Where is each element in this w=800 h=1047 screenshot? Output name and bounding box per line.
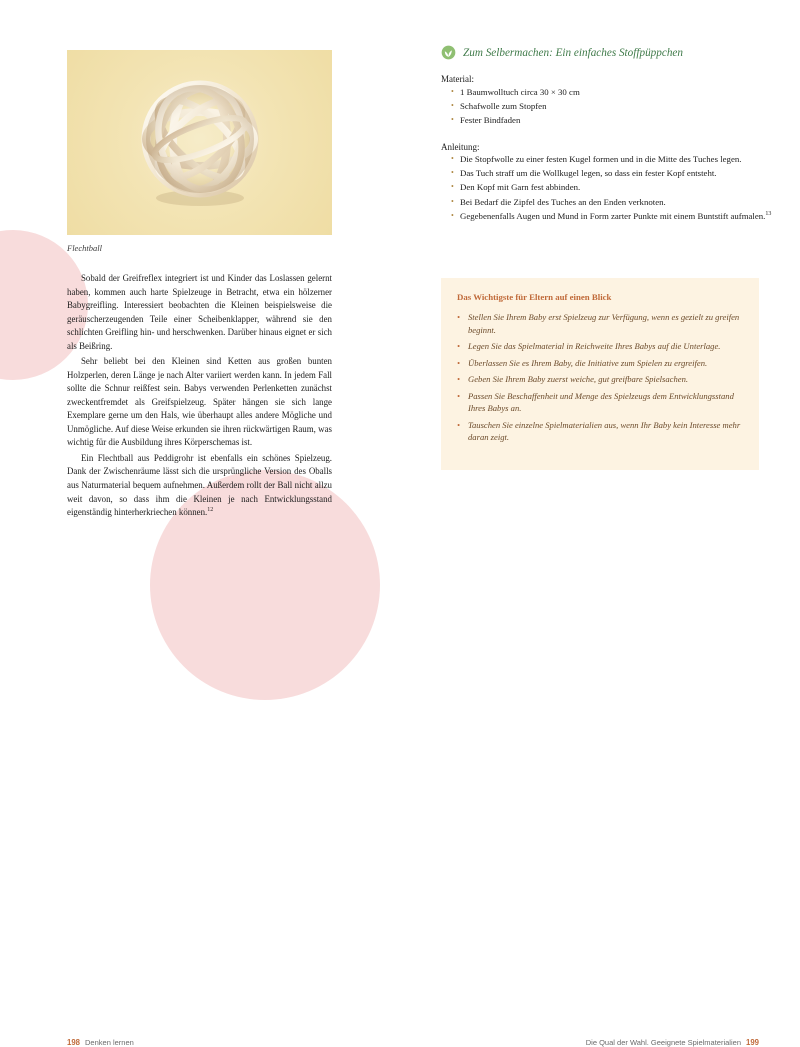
right-page	[400, 0, 800, 565]
paragraph-text: Ein Flechtball aus Peddigrohr ist ebenfalls ein schönes Spielzeug. Dank der Zwischenräume lässt sich die ursprüngliche Version des Oballs aus Naturmaterial bequem aufnehmen. Außerdem rollt der Ball nicht allzu weit davon, so dass ihm die Kleinen je nach Entwicklungsstand eigenständig hinterherkriechen können.	[67, 452, 332, 518]
parent-summary-title: Das Wichtigste für Eltern auf einen Blick	[457, 292, 612, 302]
paragraph: Sehr beliebt bei den Kleinen sind Ketten aus großen bunten Holzperlen, deren Länge je nach Alter variiert werden kann. In jedem Fall sollte die Schnur reißfest sein. Babys verwenden Perlenketten zunächst zweckentfremdet als Greifspielzeug. Später hängen sie sich lange Exemplare gerne um den Hals, wie überhaupt alles andere Mögliche und Unmögliche. Auf diese Weise erkunden sie ihren rückwärtigen Raum, was wichtig für die Ausbildung ihres Körperschemas ist.	[67, 356, 332, 448]
list-item: • Bei Bedarf die Zipfel des Tuches an den Enden verknoten.	[460, 196, 772, 209]
list-item: • Fester Bindfaden	[460, 114, 760, 127]
list-item: • Legen Sie das Spielmaterial in Reichweite Ihres Babys auf die Unterlage.	[457, 340, 743, 353]
anleitung-list	[447, 153, 772, 224]
left-page	[0, 0, 400, 565]
right-page-number: 199	[745, 1038, 759, 1047]
list-item: • Den Kopf mit Garn fest abbinden.	[460, 181, 772, 194]
left-page-number: 198	[67, 1038, 81, 1047]
list-item-with-footnote	[460, 210, 772, 223]
leaf-icon	[441, 45, 456, 60]
footnote-marker: 13	[765, 210, 772, 217]
parent-summary-box	[441, 278, 759, 470]
folio-right	[586, 1038, 759, 1047]
page-footer	[0, 525, 800, 1047]
list-item: • Das Tuch straff um die Wollkugel legen, so dass ein fester Kopf entsteht.	[460, 167, 772, 180]
list-item: • Stellen Sie Ihrem Baby erst Spielzeug zur Verfügung, wenn es gezielt zu greifen beginnt.	[457, 311, 743, 336]
list-item: • Tauschen Sie einzelne Spielmaterialien aus, wenn Ihr Baby kein Interesse mehr daran zeigt.	[457, 419, 743, 444]
list-item: • Die Stopfwolle zu einer festen Kugel formen und in die Mitte des Tuches legen.	[460, 153, 772, 166]
right-running-title: Die Qual der Wahl. Geeignete Spielmaterialien	[585, 1038, 741, 1047]
parent-summary-list	[457, 311, 743, 444]
left-running-title: Denken lernen	[85, 1038, 134, 1047]
list-item-text: Gegebenenfalls Augen und Mund in Form zarter Punkte mit einem Buntstift aufmalen.	[460, 210, 766, 221]
list-item: • 1 Baumwolltuch circa 30 × 30 cm	[460, 86, 760, 99]
left-page-body	[67, 272, 332, 522]
footnote-marker: 12	[207, 507, 214, 514]
recipe-heading	[441, 45, 683, 60]
list-item: • Passen Sie Beschaffenheit und Menge des Spielzeugs dem Entwicklungsstand Ihres Babys an.	[457, 390, 743, 415]
flechtball-photo	[67, 50, 332, 235]
paragraph: Sobald der Greifreflex integriert ist und Kinder das Loslassen gelernt haben, kommen auch harte Spielzeuge in Betracht, etwa ein hölzerner Babygreifling. Interessiert beobachten die Kleinen beispielsweise die geräuscherzeugenden Teile einer Scheibenklapper, während sie den schlichten Greifling hin- und herschwenken. Darüber hinaus eignet er sich als Beißring.	[67, 273, 332, 351]
material-list	[447, 86, 760, 129]
woven-ball-illustration	[134, 77, 266, 209]
list-item: • Schafwolle zum Stopfen	[460, 100, 760, 113]
paragraph-with-footnote	[67, 452, 332, 520]
recipe-title: Zum Selbermachen: Ein einfaches Stoffpüppchen	[463, 46, 683, 59]
anleitung-label: Anleitung:	[441, 142, 480, 152]
list-item: • Geben Sie Ihrem Baby zuerst weiche, gut greifbare Spielsachen.	[457, 373, 743, 386]
material-label: Material:	[441, 74, 474, 84]
folio-left	[67, 1038, 134, 1047]
list-item: • Überlassen Sie es Ihrem Baby, die Initiative zum Spielen zu ergreifen.	[457, 357, 743, 370]
photo-caption: Flechtball	[67, 243, 102, 253]
